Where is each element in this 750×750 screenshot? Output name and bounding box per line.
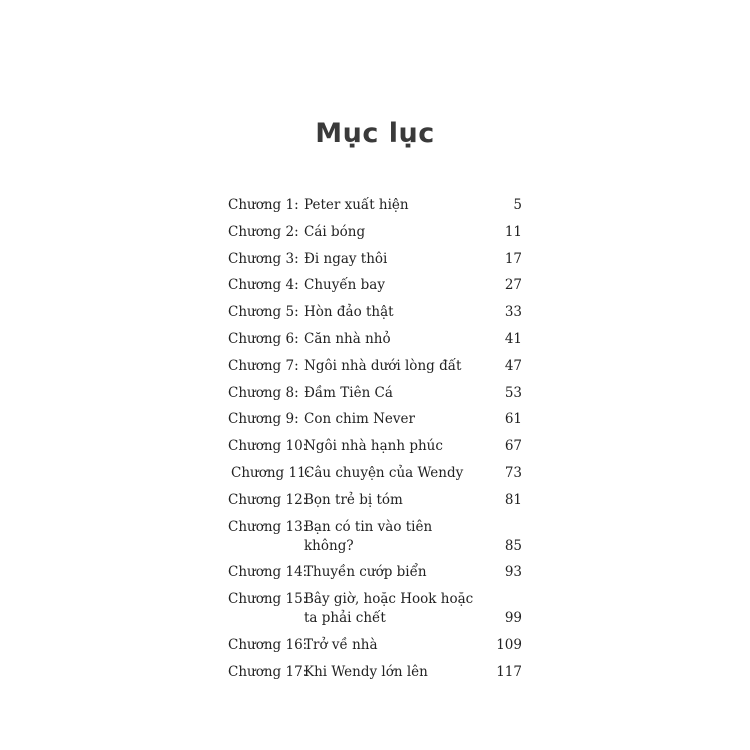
chapter-title: Khi Wendy lớn lên	[304, 663, 428, 680]
chapter-number: Chương 5:	[228, 304, 299, 321]
chapter-number: Chương 1:	[228, 197, 299, 213]
page-number: 109	[496, 636, 522, 653]
chapter-number: Chương 8:	[228, 384, 299, 401]
toc-entry	[228, 357, 522, 376]
toc-entry	[228, 250, 522, 269]
page-number: 27	[504, 277, 522, 294]
toc-entry	[228, 636, 522, 655]
page-number: 117	[496, 663, 522, 680]
toc-entry	[228, 330, 522, 349]
page-number: 61	[504, 411, 522, 428]
chapter-number: Chương 11:	[231, 464, 311, 481]
page-number: 99	[504, 610, 522, 627]
toc-entry	[228, 223, 522, 242]
page-number: 17	[504, 250, 522, 267]
chapter-title: Căn nhà nhỏ	[304, 330, 391, 347]
chapter-number: Chương 14:	[228, 564, 308, 581]
toc-entry	[228, 663, 522, 682]
chapter-title: Peter xuất hiện	[304, 197, 409, 213]
chapter-number: Chương 6:	[228, 330, 299, 347]
page-number: 81	[504, 491, 522, 508]
page-number: 85	[504, 537, 522, 554]
chapter-title: Trở về nhà	[304, 636, 378, 653]
chapter-title: Thuyền cướp biển	[304, 564, 427, 581]
chapter-title: Con chim Never	[304, 411, 415, 428]
page-number: 73	[504, 464, 522, 481]
page-number: 93	[504, 564, 522, 581]
toc-entry	[228, 410, 522, 429]
chapter-number: Chương 3:	[228, 250, 299, 267]
toc-entry	[228, 590, 522, 628]
chapter-title: Câu chuyện của Wendy	[304, 464, 464, 481]
page-title: Mục lục	[315, 118, 435, 149]
chapter-title: Cái bóng	[304, 223, 366, 240]
chapter-number: Chương 12:	[228, 491, 308, 508]
toc-entry	[228, 303, 522, 322]
toc-entry	[228, 464, 522, 483]
chapter-title: Ngôi nhà dưới lòng đất	[304, 357, 462, 374]
chapter-number: Chương 7:	[228, 357, 299, 374]
toc-entry	[228, 491, 522, 510]
chapter-title: Đầm Tiên Cá	[304, 384, 393, 401]
page-number: 11	[504, 223, 522, 240]
toc-entry	[228, 384, 522, 403]
chapter-title: Chuyến bay	[304, 277, 385, 294]
chapter-number: Chương 10:	[228, 438, 308, 455]
chapter-title: Bọn trẻ bị tóm	[304, 491, 403, 508]
toc-entry	[228, 437, 522, 456]
chapter-title: Hòn đảo thật	[304, 304, 394, 321]
chapter-number: Chương 16:	[228, 636, 308, 653]
toc-entry	[228, 276, 522, 295]
page-number: 41	[504, 330, 522, 347]
chapter-title: Ngôi nhà hạnh phúc	[304, 438, 443, 455]
chapter-title: Bạn có tin vào tiên không?	[304, 518, 433, 554]
page-number: 67	[504, 438, 522, 455]
chapter-number: Chương 17:	[228, 663, 308, 680]
table-of-contents	[228, 196, 522, 690]
chapter-title: Đi ngay thôi	[304, 250, 388, 267]
page-number: 33	[504, 304, 522, 321]
chapter-number: Chương 15:	[228, 591, 308, 608]
toc-entry	[228, 518, 522, 556]
chapter-number: Chương 9:	[228, 411, 299, 428]
chapter-number: Chương 13:	[228, 518, 308, 535]
chapter-title: Bây giờ, hoặc Hook hoặc ta phải chết	[304, 591, 474, 627]
page-number: 53	[504, 384, 522, 401]
page-number: 47	[504, 357, 522, 374]
toc-entry	[228, 563, 522, 582]
chapter-number: Chương 4:	[228, 277, 299, 294]
chapter-number: Chương 2:	[228, 223, 299, 240]
toc-entry	[228, 196, 522, 215]
page-number: 5	[513, 197, 522, 213]
